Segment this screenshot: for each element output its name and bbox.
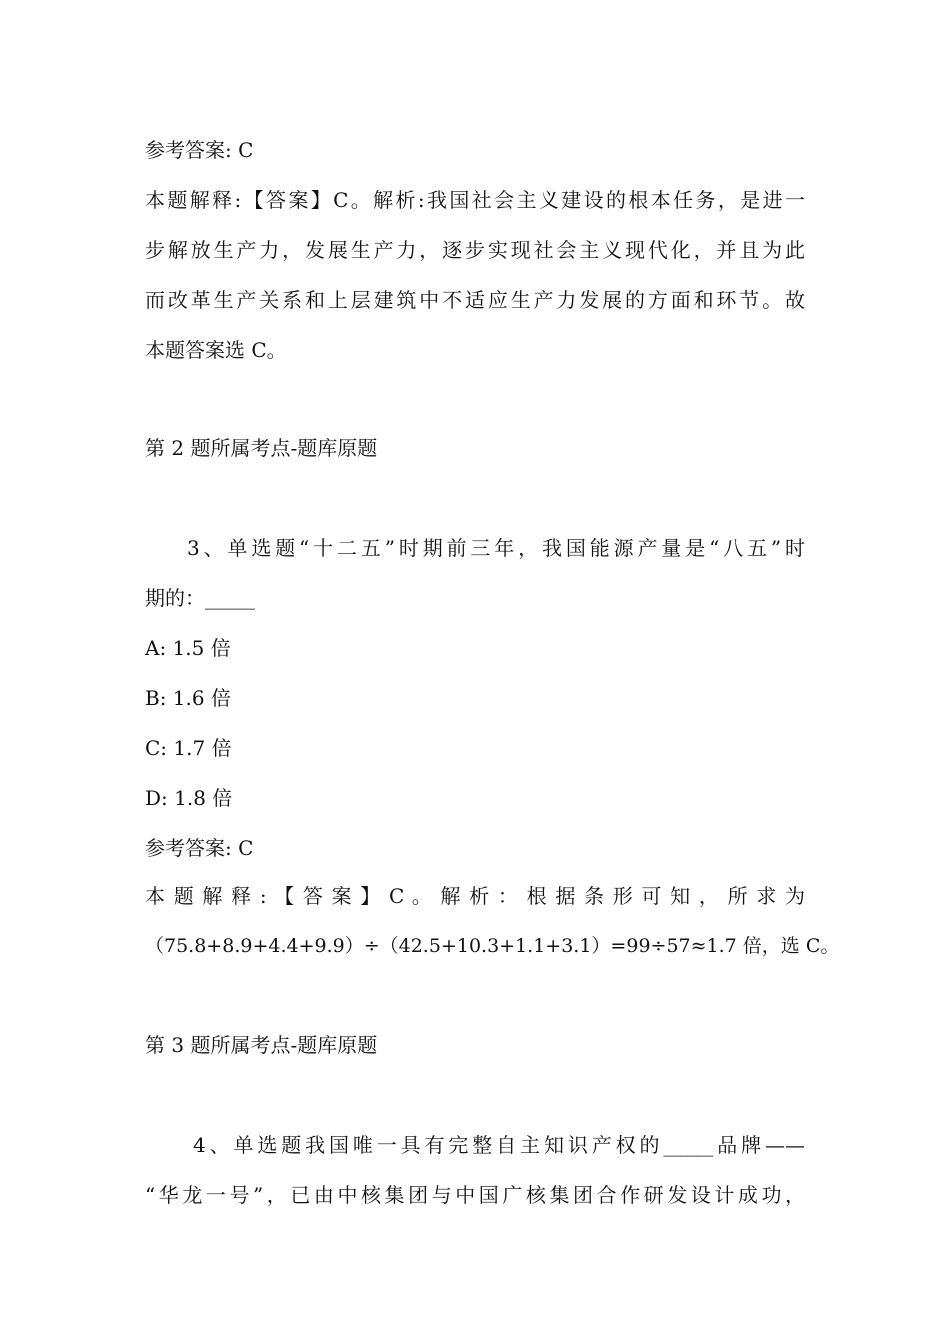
q3-stem-line-2: 期的：_____ [145,586,255,610]
q3-option-d: D: 1.8 倍 [145,786,233,810]
q3-answer: 参考答案: C [145,836,254,860]
q3-explanation-line-1: 本 题 解 释 : 【 答 案 】 C 。 解 析 ： 根 据 条 形 可 知 ， 所 求 为 [145,884,805,908]
q4-stem-line-1: 4、单选题我国唯一具有完整自主知识产权的_____品牌—— [193,1133,805,1157]
q2-answer: 参考答案: C [145,138,254,162]
q2-explanation-line-4: 本题答案选 C。 [145,338,287,362]
q3-knowledge-point: 第 3 题所属考点-题库原题 [145,1033,378,1057]
q3-option-a: A: 1.5 倍 [145,636,231,660]
q3-option-c: C: 1.7 倍 [145,736,232,760]
q2-knowledge-point: 第 2 题所属考点-题库原题 [145,436,378,460]
q2-explanation-line-2: 步解放生产力，发展生产力，逐步实现社会主义现代化，并且为此 [145,238,805,262]
q3-explanation-line-2: （75.8+8.9+4.4+9.9）÷（42.5+10.3+1.1+3.1）=99÷57≈1.7 倍，选 C。 [145,935,840,957]
q2-explanation-line-3: 而改革生产关系和上层建筑中不适应生产力发展的方面和环节。故 [145,288,805,312]
q3-option-b: B: 1.6 倍 [145,686,231,710]
q4-stem-line-2: “华龙一号”，已由中核集团与中国广核集团合作研发设计成功， [145,1183,805,1207]
q3-stem-line-1: 3、单选题“十二五”时期前三年，我国能源产量是“八五”时 [187,536,805,560]
q2-explanation-line-1: 本题解释:【答案】C。解析:我国社会主义建设的根本任务，是进一 [145,188,805,212]
